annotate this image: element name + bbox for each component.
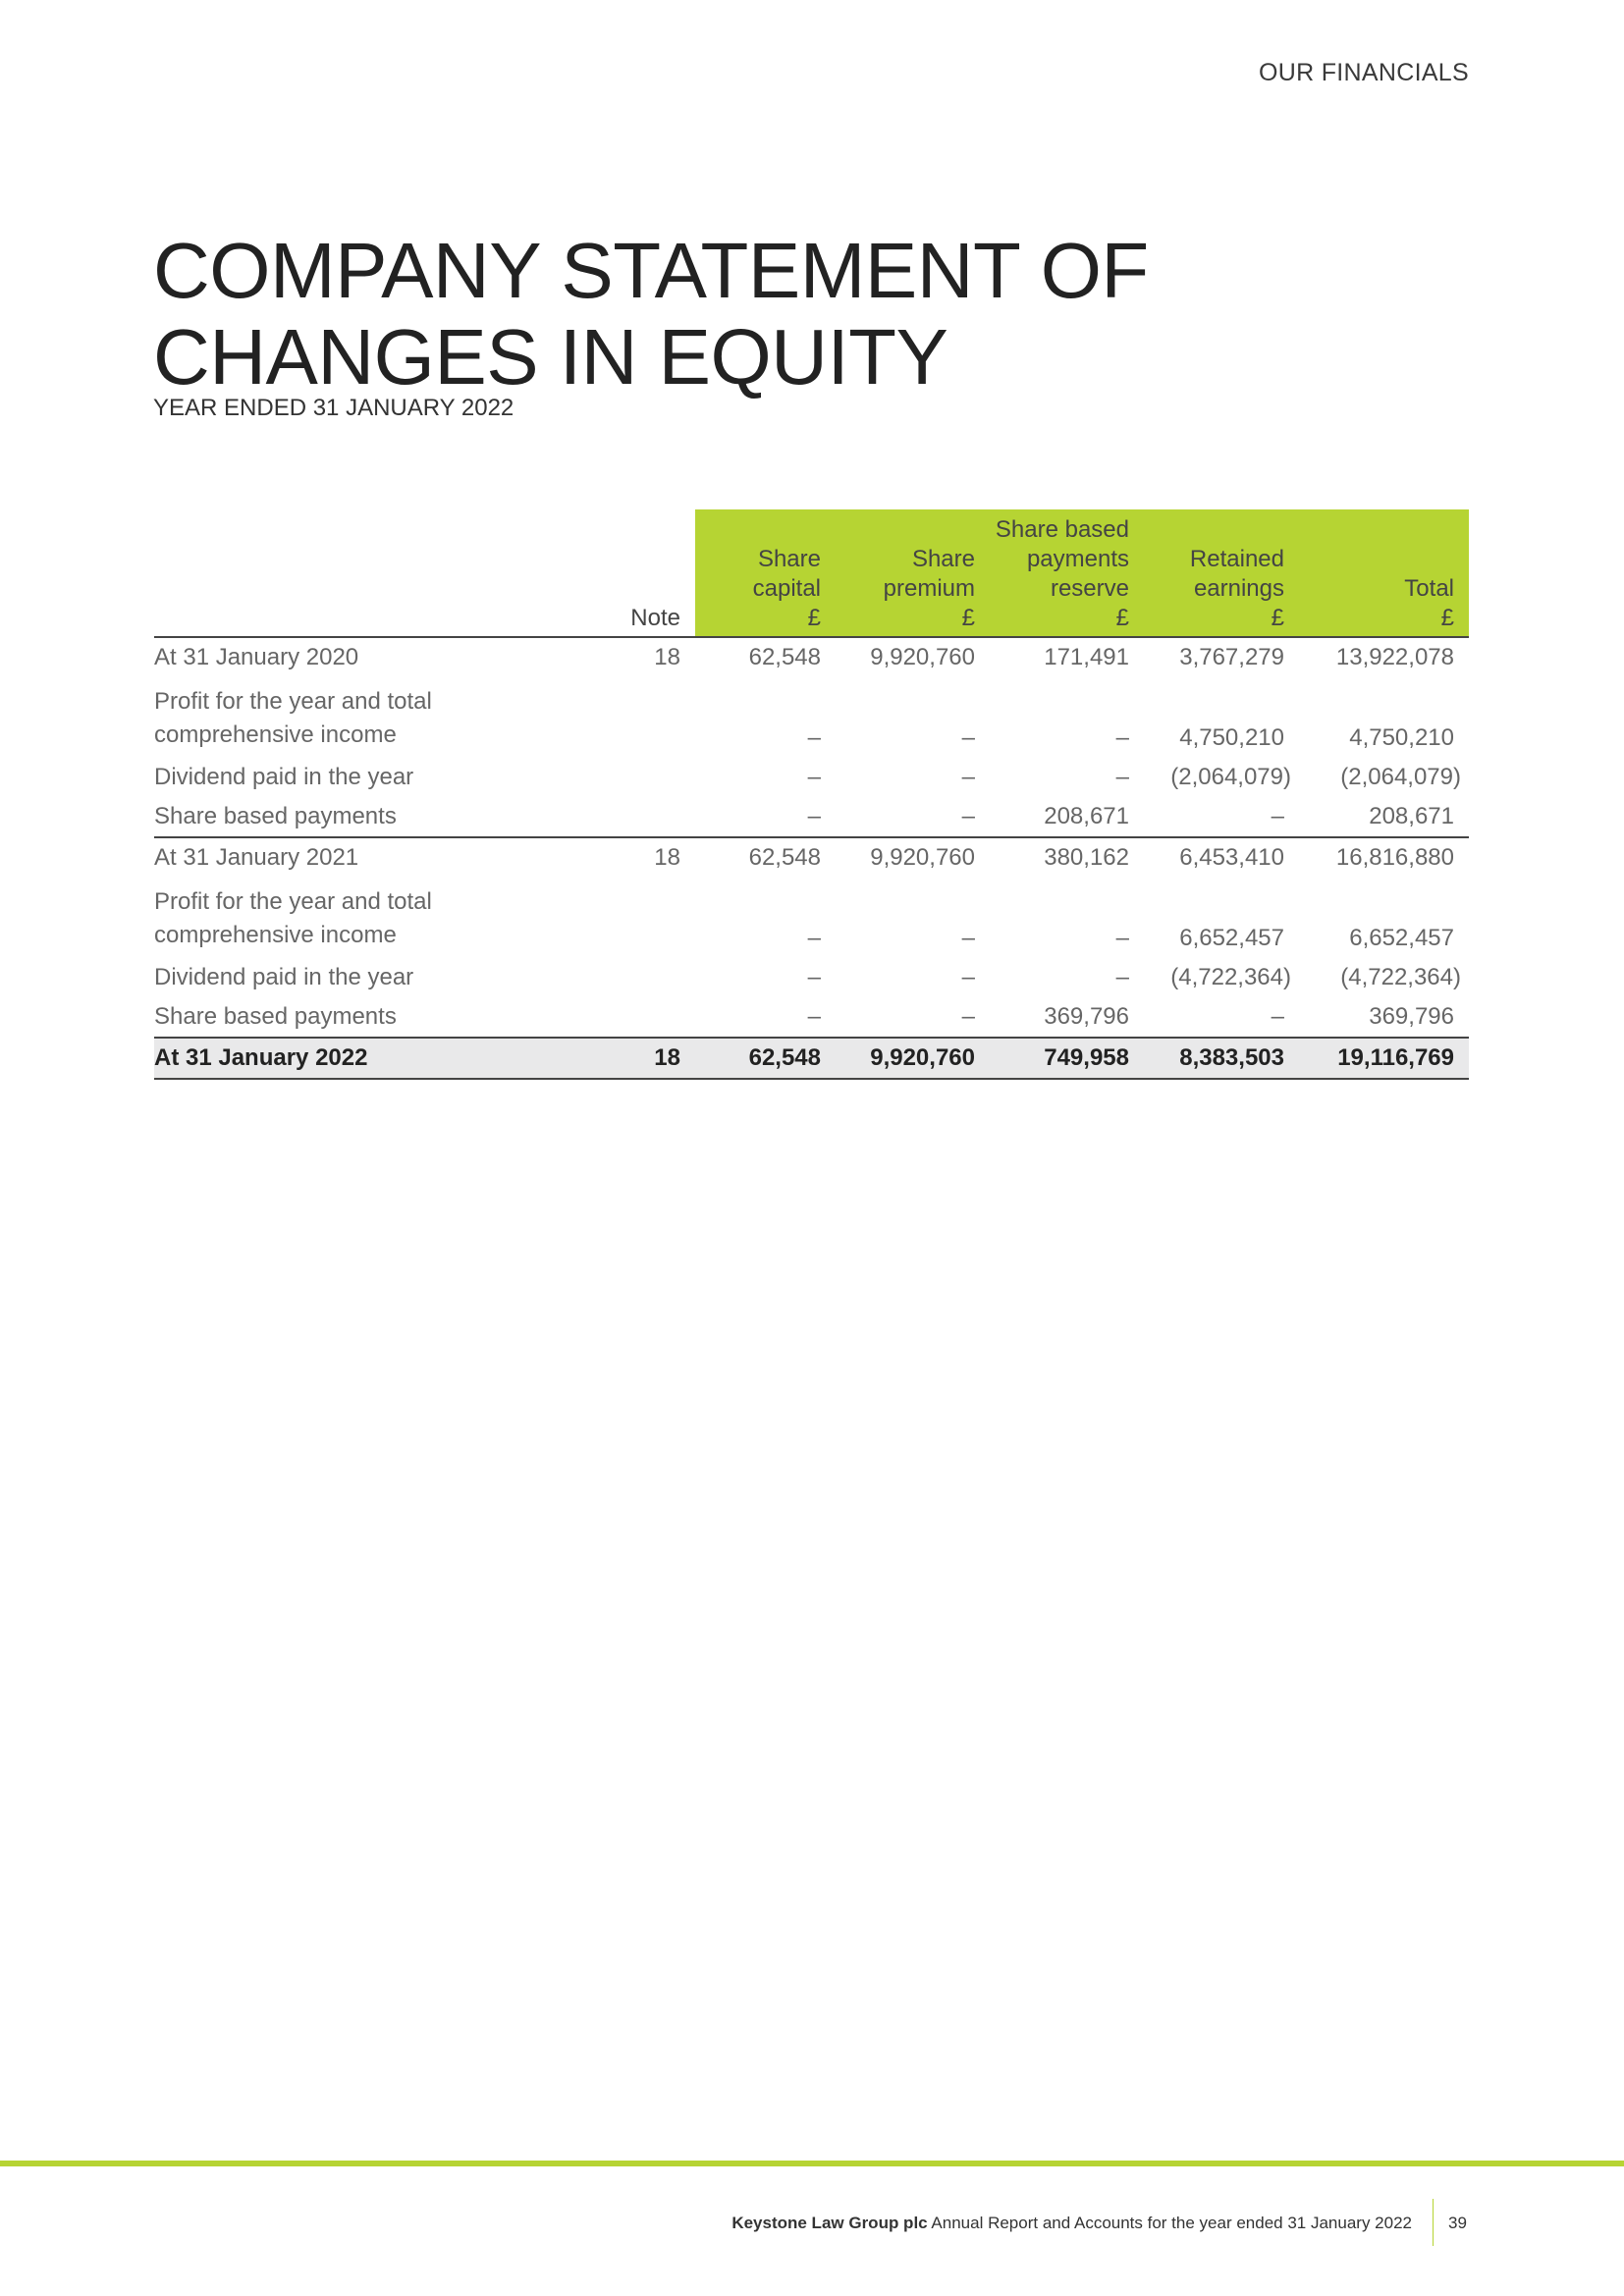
cell-retained-earnings: 8,383,503 — [1179, 1044, 1284, 1071]
page-number: 39 — [1448, 2214, 1467, 2232]
cell-share-premium: 9,920,760 — [870, 844, 975, 871]
header-total: Total £ — [1299, 509, 1469, 637]
cell-share-capital: – — [807, 724, 821, 751]
header-note: Note — [630, 605, 680, 631]
cell-share-capital: 62,548 — [748, 1044, 821, 1071]
equity-table — [154, 509, 1469, 1080]
cell-share-capital: – — [807, 764, 821, 790]
cell-total: (4,722,364) — [1340, 964, 1461, 990]
cell-share-based-payments: – — [1115, 764, 1129, 790]
page-title-line-2: CHANGES IN EQUITY — [153, 313, 948, 400]
footer-accent-bar — [0, 2161, 1624, 2166]
cell-retained-earnings: – — [1271, 803, 1284, 829]
row-label: At 31 January 2020 — [154, 644, 359, 670]
cell-share-based-payments: 208,671 — [1044, 803, 1129, 829]
cell-note: 18 — [654, 1044, 680, 1071]
cell-total: 19,116,769 — [1337, 1044, 1454, 1071]
header-share-based-payments-reserve: Share based payments reserve £ — [990, 509, 1144, 637]
table-row — [154, 797, 1469, 837]
cell-retained-earnings: (2,064,079) — [1170, 764, 1291, 790]
table-row — [154, 878, 1469, 958]
cell-share-premium: – — [961, 764, 975, 790]
footer-divider — [1433, 2199, 1434, 2246]
cell-share-premium: – — [961, 964, 975, 990]
cell-retained-earnings: 6,652,457 — [1179, 925, 1284, 951]
cell-note — [596, 797, 695, 837]
cell-share-capital: – — [807, 925, 821, 951]
cell-share-based-payments: – — [1115, 925, 1129, 951]
cell-total: 4,750,210 — [1349, 724, 1454, 751]
cell-total: 208,671 — [1369, 803, 1454, 829]
cell-share-based-payments: 171,491 — [1044, 644, 1129, 670]
table-row — [154, 997, 1469, 1038]
cell-note — [596, 958, 695, 997]
cell-share-based-payments: 369,796 — [1044, 1003, 1129, 1030]
row-label: Profit for the year and total comprehensive income — [154, 888, 432, 948]
cell-share-premium: – — [961, 803, 975, 829]
row-label: At 31 January 2022 — [154, 1044, 368, 1071]
cell-share-based-payments: 749,958 — [1044, 1044, 1129, 1071]
cell-retained-earnings: 4,750,210 — [1179, 724, 1284, 751]
row-label: Share based payments — [154, 1003, 397, 1030]
cell-note — [596, 758, 695, 797]
cell-share-premium: 9,920,760 — [870, 1044, 975, 1071]
row-label: Dividend paid in the year — [154, 964, 414, 990]
table-row — [154, 958, 1469, 997]
cell-share-based-payments: – — [1115, 724, 1129, 751]
row-label: At 31 January 2021 — [154, 844, 359, 871]
footer-text — [731, 2214, 1412, 2233]
row-label: Profit for the year and total comprehensive income — [154, 688, 432, 748]
cell-share-capital: 62,548 — [748, 844, 821, 871]
row-label: Dividend paid in the year — [154, 764, 414, 790]
cell-retained-earnings: – — [1271, 1003, 1284, 1030]
cell-total: 6,652,457 — [1349, 925, 1454, 951]
cell-note: 18 — [654, 844, 680, 871]
cell-share-based-payments: – — [1115, 964, 1129, 990]
footer-company: Keystone Law Group plc — [731, 2214, 928, 2232]
section-label: OUR FINANCIALS — [1259, 59, 1469, 86]
cell-share-based-payments: 380,162 — [1044, 844, 1129, 871]
table-row — [154, 837, 1469, 878]
header-share-premium: Share premium £ — [836, 509, 990, 637]
cell-share-premium: – — [961, 925, 975, 951]
footer-description: Annual Report and Accounts for the year ended 31 January 2022 — [931, 2214, 1412, 2232]
cell-share-capital: – — [807, 803, 821, 829]
cell-retained-earnings: 6,453,410 — [1179, 844, 1284, 871]
cell-retained-earnings: 3,767,279 — [1179, 644, 1284, 670]
cell-total: 13,922,078 — [1335, 644, 1454, 670]
cell-note — [596, 677, 695, 758]
page-title-line-1: COMPANY STATEMENT OF — [153, 227, 1149, 314]
header-label-cell — [154, 509, 596, 637]
table-row — [154, 637, 1469, 677]
table-row-closing-balance — [154, 1038, 1469, 1079]
table-header-row — [154, 509, 1469, 637]
table-row — [154, 677, 1469, 758]
row-label: Share based payments — [154, 803, 397, 829]
cell-note: 18 — [654, 644, 680, 670]
cell-total: 16,816,880 — [1335, 844, 1454, 871]
page-title — [153, 228, 1149, 400]
cell-share-capital: – — [807, 1003, 821, 1030]
cell-total: (2,064,079) — [1340, 764, 1461, 790]
header-share-capital: Share capital £ — [695, 509, 836, 637]
cell-share-premium: – — [961, 724, 975, 751]
cell-note — [596, 997, 695, 1038]
cell-share-capital: – — [807, 964, 821, 990]
page-subtitle: YEAR ENDED 31 JANUARY 2022 — [153, 395, 514, 421]
cell-total: 369,796 — [1369, 1003, 1454, 1030]
cell-share-capital: 62,548 — [748, 644, 821, 670]
header-retained-earnings: Retained earnings £ — [1144, 509, 1299, 637]
cell-share-premium: 9,920,760 — [870, 644, 975, 670]
table-row — [154, 758, 1469, 797]
cell-share-premium: – — [961, 1003, 975, 1030]
cell-note — [596, 878, 695, 958]
cell-retained-earnings: (4,722,364) — [1170, 964, 1291, 990]
